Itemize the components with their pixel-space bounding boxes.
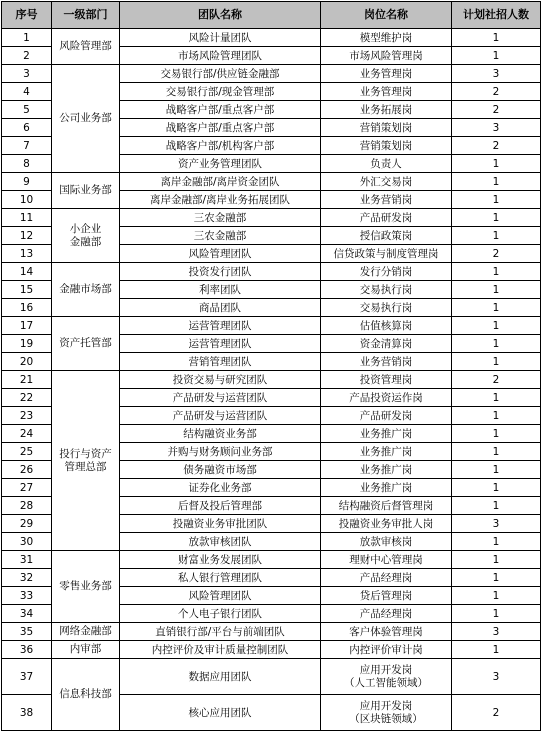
table-row [2, 371, 541, 389]
serial-no-cell: 22 [2, 389, 52, 407]
team-name-cell: 投资发行团队 [120, 263, 321, 281]
serial-no-cell: 38 [2, 695, 52, 731]
team-name-cell: 个人电子银行团队 [120, 605, 321, 623]
planned-hires-cell: 1 [452, 407, 541, 425]
planned-hires-cell: 3 [452, 623, 541, 641]
planned-hires-cell: 2 [452, 83, 541, 101]
team-name-cell: 风险管理团队 [120, 245, 321, 263]
team-name-cell: 财富业务发展团队 [120, 551, 321, 569]
position-name-cell: 投融资业务审批人岗 [321, 515, 452, 533]
header-position-name: 岗位名称 [321, 2, 452, 29]
serial-no-cell: 26 [2, 461, 52, 479]
planned-hires-cell: 1 [452, 191, 541, 209]
team-name-cell: 离岸金融部/离岸资金团队 [120, 173, 321, 191]
team-name-cell: 后督及投后管理部 [120, 497, 321, 515]
serial-no-cell: 8 [2, 155, 52, 173]
position-name-cell: 应用开发岗 （区块链领域） [321, 695, 452, 731]
planned-hires-cell: 1 [452, 569, 541, 587]
position-name-cell: 产品研发岗 [321, 209, 452, 227]
department-cell: 小企业 金融部 [52, 209, 120, 263]
table-row [2, 317, 541, 335]
department-cell: 资产托管部 [52, 317, 120, 371]
table-row [2, 551, 541, 569]
serial-no-cell: 27 [2, 479, 52, 497]
serial-no-cell: 37 [2, 659, 52, 695]
header-team-name: 团队名称 [120, 2, 321, 29]
department-cell: 网络金融部 [52, 623, 120, 641]
table-row [2, 263, 541, 281]
department-cell: 风险管理部 [52, 29, 120, 65]
team-name-cell: 三农金融部 [120, 227, 321, 245]
department-cell: 内审部 [52, 641, 120, 659]
position-name-cell: 业务推广岗 [321, 479, 452, 497]
serial-no-cell: 29 [2, 515, 52, 533]
planned-hires-cell: 1 [452, 497, 541, 515]
serial-no-cell: 20 [2, 353, 52, 371]
serial-no-cell: 30 [2, 533, 52, 551]
team-name-cell: 运营管理团队 [120, 317, 321, 335]
serial-no-cell: 28 [2, 497, 52, 515]
header-planned-hires: 计划社招人数 [452, 2, 541, 29]
position-name-cell: 投资管理岗 [321, 371, 452, 389]
serial-no-cell: 5 [2, 101, 52, 119]
serial-no-cell: 10 [2, 191, 52, 209]
position-name-cell: 产品研发岗 [321, 407, 452, 425]
serial-no-cell: 12 [2, 227, 52, 245]
planned-hires-cell: 2 [452, 101, 541, 119]
serial-no-cell: 21 [2, 371, 52, 389]
planned-hires-cell: 1 [452, 641, 541, 659]
serial-no-cell: 17 [2, 317, 52, 335]
team-name-cell: 资产业务管理团队 [120, 155, 321, 173]
team-name-cell: 运营管理团队 [120, 335, 321, 353]
position-name-cell: 业务推广岗 [321, 443, 452, 461]
team-name-cell: 离岸金融部/离岸业务拓展团队 [120, 191, 321, 209]
serial-no-cell: 1 [2, 29, 52, 47]
planned-hires-cell: 1 [452, 587, 541, 605]
position-name-cell: 业务拓展岗 [321, 101, 452, 119]
header-serial-no: 序号 [2, 2, 52, 29]
position-name-cell: 模型维护岗 [321, 29, 452, 47]
serial-no-cell: 36 [2, 641, 52, 659]
serial-no-cell: 16 [2, 299, 52, 317]
position-name-cell: 交易执行岗 [321, 281, 452, 299]
team-name-cell: 战略客户部/重点客户部 [120, 119, 321, 137]
planned-hires-cell: 1 [452, 227, 541, 245]
header-department: 一级部门 [52, 2, 120, 29]
position-name-cell: 资金清算岗 [321, 335, 452, 353]
planned-hires-cell: 1 [452, 29, 541, 47]
position-name-cell: 产品经理岗 [321, 605, 452, 623]
planned-hires-cell: 1 [452, 155, 541, 173]
position-name-cell: 结构融资后督管理岗 [321, 497, 452, 515]
position-name-cell: 交易执行岗 [321, 299, 452, 317]
department-cell: 投行与资产 管理总部 [52, 371, 120, 551]
planned-hires-cell: 1 [452, 443, 541, 461]
team-name-cell: 投融资业务审批团队 [120, 515, 321, 533]
team-name-cell: 数据应用团队 [120, 659, 321, 695]
planned-hires-cell: 1 [452, 479, 541, 497]
team-name-cell: 产品研发与运营团队 [120, 407, 321, 425]
department-cell: 金融市场部 [52, 263, 120, 317]
table-row [2, 173, 541, 191]
planned-hires-cell: 1 [452, 47, 541, 65]
position-name-cell: 营销策划岗 [321, 119, 452, 137]
planned-hires-cell: 1 [452, 533, 541, 551]
position-name-cell: 业务管理岗 [321, 65, 452, 83]
table-row [2, 641, 541, 659]
serial-no-cell: 3 [2, 65, 52, 83]
serial-no-cell: 14 [2, 263, 52, 281]
planned-hires-cell: 3 [452, 119, 541, 137]
team-name-cell: 并购与财务顾问业务部 [120, 443, 321, 461]
planned-hires-cell: 2 [452, 371, 541, 389]
position-name-cell: 业务营销岗 [321, 353, 452, 371]
position-name-cell: 客户体验管理岗 [321, 623, 452, 641]
position-name-cell: 内控评价审计岗 [321, 641, 452, 659]
planned-hires-cell: 3 [452, 659, 541, 695]
department-cell: 零售业务部 [52, 551, 120, 623]
team-name-cell: 证券化业务部 [120, 479, 321, 497]
team-name-cell: 战略客户部/重点客户部 [120, 101, 321, 119]
team-name-cell: 产品研发与运营团队 [120, 389, 321, 407]
table-row [2, 65, 541, 83]
position-name-cell: 业务推广岗 [321, 461, 452, 479]
serial-no-cell: 4 [2, 83, 52, 101]
serial-no-cell: 32 [2, 569, 52, 587]
team-name-cell: 风险计量团队 [120, 29, 321, 47]
position-name-cell: 贷后管理岗 [321, 587, 452, 605]
team-name-cell: 交易银行部/现金管理部 [120, 83, 321, 101]
position-name-cell: 应用开发岗 （人工智能领域） [321, 659, 452, 695]
team-name-cell: 内控评价及审计质量控制团队 [120, 641, 321, 659]
serial-no-cell: 35 [2, 623, 52, 641]
planned-hires-cell: 1 [452, 317, 541, 335]
position-name-cell: 信贷政策与制度管理岗 [321, 245, 452, 263]
position-name-cell: 市场风险管理岗 [321, 47, 452, 65]
planned-hires-cell: 2 [452, 695, 541, 731]
team-name-cell: 投资交易与研究团队 [120, 371, 321, 389]
planned-hires-cell: 2 [452, 245, 541, 263]
team-name-cell: 核心应用团队 [120, 695, 321, 731]
planned-hires-cell: 3 [452, 515, 541, 533]
serial-no-cell: 11 [2, 209, 52, 227]
planned-hires-cell: 1 [452, 461, 541, 479]
serial-no-cell: 19 [2, 335, 52, 353]
serial-no-cell: 15 [2, 281, 52, 299]
planned-hires-cell: 1 [452, 389, 541, 407]
planned-hires-cell: 1 [452, 173, 541, 191]
team-name-cell: 三农金融部 [120, 209, 321, 227]
position-name-cell: 放款审核岗 [321, 533, 452, 551]
team-name-cell: 商品团队 [120, 299, 321, 317]
team-name-cell: 营销管理团队 [120, 353, 321, 371]
serial-no-cell: 6 [2, 119, 52, 137]
serial-no-cell: 13 [2, 245, 52, 263]
planned-hires-cell: 3 [452, 65, 541, 83]
position-name-cell: 业务推广岗 [321, 425, 452, 443]
planned-hires-cell: 1 [452, 335, 541, 353]
position-name-cell: 负责人 [321, 155, 452, 173]
team-name-cell: 市场风险管理团队 [120, 47, 321, 65]
team-name-cell: 风险管理团队 [120, 587, 321, 605]
department-cell: 国际业务部 [52, 173, 120, 209]
planned-hires-cell: 1 [452, 299, 541, 317]
position-name-cell: 产品投资运作岗 [321, 389, 452, 407]
position-name-cell: 理财中心管理岗 [321, 551, 452, 569]
department-cell: 公司业务部 [52, 65, 120, 173]
planned-hires-cell: 1 [452, 209, 541, 227]
table-row [2, 29, 541, 47]
position-name-cell: 授信政策岗 [321, 227, 452, 245]
serial-no-cell: 7 [2, 137, 52, 155]
team-name-cell: 私人银行管理团队 [120, 569, 321, 587]
team-name-cell: 交易银行部/供应链金融部 [120, 65, 321, 83]
planned-hires-cell: 1 [452, 605, 541, 623]
serial-no-cell: 31 [2, 551, 52, 569]
department-cell: 信息科技部 [52, 659, 120, 731]
serial-no-cell: 33 [2, 587, 52, 605]
header-row [2, 2, 541, 29]
planned-hires-cell: 1 [452, 263, 541, 281]
position-name-cell: 外汇交易岗 [321, 173, 452, 191]
recruitment-table [1, 1, 541, 731]
planned-hires-cell: 2 [452, 137, 541, 155]
team-name-cell: 战略客户部/机构客户部 [120, 137, 321, 155]
position-name-cell: 产品经理岗 [321, 569, 452, 587]
serial-no-cell: 24 [2, 425, 52, 443]
serial-no-cell: 9 [2, 173, 52, 191]
planned-hires-cell: 1 [452, 353, 541, 371]
planned-hires-cell: 1 [452, 281, 541, 299]
position-name-cell: 发行分销岗 [321, 263, 452, 281]
serial-no-cell: 23 [2, 407, 52, 425]
team-name-cell: 直销银行部/平台与前端团队 [120, 623, 321, 641]
position-name-cell: 营销策划岗 [321, 137, 452, 155]
table-row [2, 209, 541, 227]
planned-hires-cell: 1 [452, 551, 541, 569]
team-name-cell: 放款审核团队 [120, 533, 321, 551]
serial-no-cell: 25 [2, 443, 52, 461]
serial-no-cell: 2 [2, 47, 52, 65]
team-name-cell: 利率团队 [120, 281, 321, 299]
table-row [2, 623, 541, 641]
planned-hires-cell: 1 [452, 425, 541, 443]
team-name-cell: 债务融资市场部 [120, 461, 321, 479]
table-row [2, 659, 541, 695]
table-body [2, 29, 541, 731]
position-name-cell: 业务管理岗 [321, 83, 452, 101]
serial-no-cell: 34 [2, 605, 52, 623]
position-name-cell: 估值核算岗 [321, 317, 452, 335]
position-name-cell: 业务营销岗 [321, 191, 452, 209]
team-name-cell: 结构融资业务部 [120, 425, 321, 443]
